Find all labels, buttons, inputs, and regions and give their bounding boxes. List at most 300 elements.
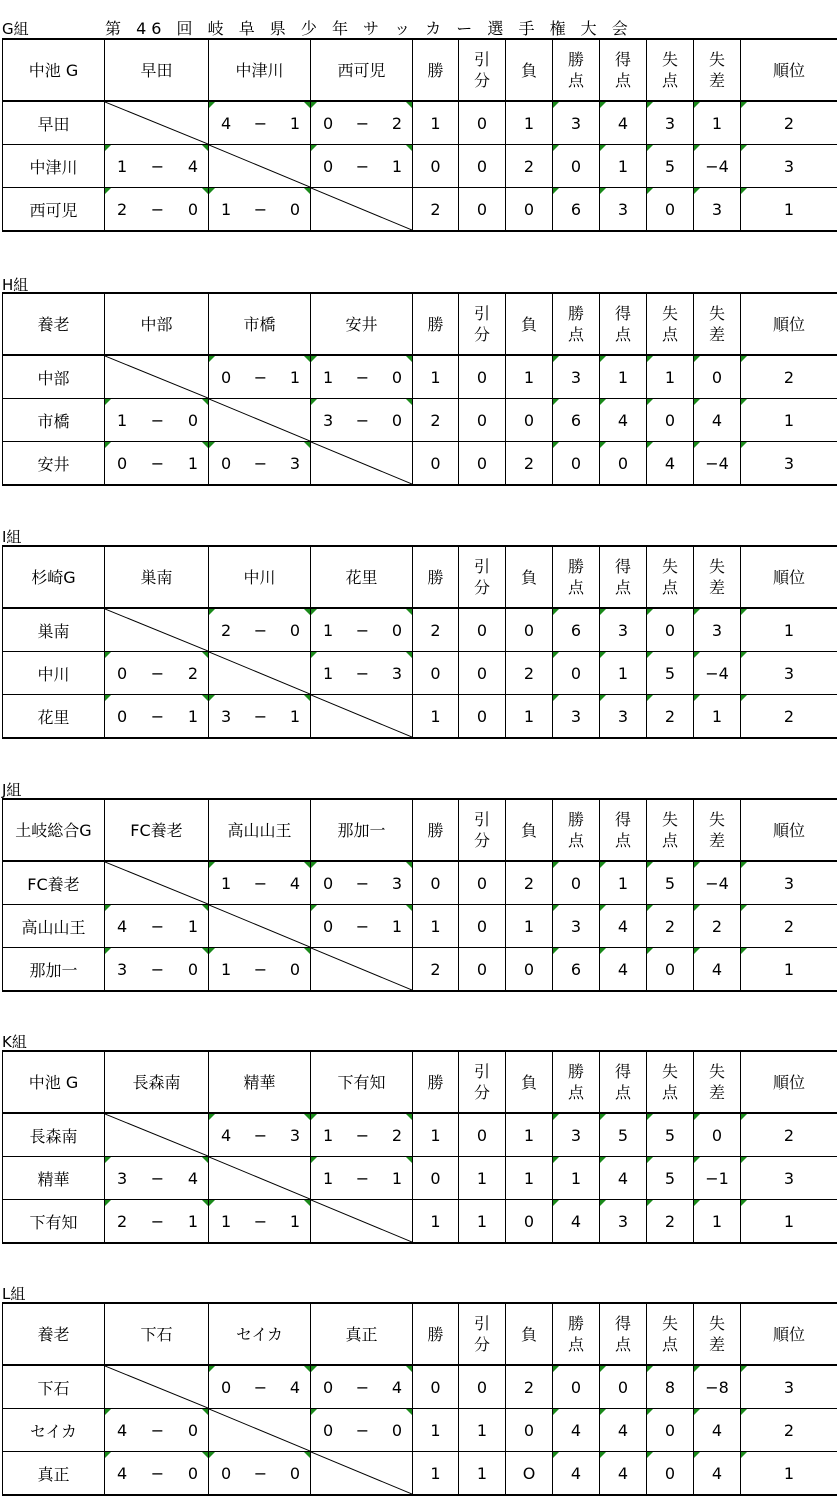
comment-marker	[553, 695, 559, 701]
comment-marker	[600, 948, 606, 954]
score-cell	[209, 861, 311, 905]
score-home: 1	[323, 620, 334, 640]
comment-marker	[209, 102, 215, 108]
header-gf-line: 点	[614, 1335, 631, 1354]
score-cell	[209, 188, 311, 232]
group-table	[2, 292, 837, 486]
score	[105, 960, 208, 979]
diagonal-stroke	[311, 695, 412, 737]
team-name: 下石	[3, 1365, 105, 1409]
table-row	[3, 188, 837, 232]
stat-loss: 2	[506, 861, 553, 905]
score-dash: −	[150, 453, 165, 473]
stat-gd: 4	[694, 399, 741, 442]
stat-points: 4	[553, 1452, 600, 1496]
comment-marker	[105, 905, 111, 911]
comment-marker	[741, 1452, 747, 1458]
score-dash: −	[253, 1377, 268, 1397]
comment-marker	[647, 609, 653, 615]
score-dash: −	[150, 199, 165, 219]
header-points-line: 勝	[567, 1062, 584, 1081]
stat-loss: 0	[506, 399, 553, 442]
diagonal-stroke	[105, 1366, 208, 1408]
header-row	[3, 1303, 837, 1365]
diagonal-stroke	[105, 1114, 208, 1156]
team-header: 真正	[311, 1303, 413, 1365]
stat-gf: 1	[600, 652, 647, 695]
comment-marker	[209, 1452, 215, 1458]
comment-marker	[406, 652, 412, 658]
comment-marker	[406, 1409, 412, 1415]
diagonal-stroke	[105, 862, 208, 904]
score	[209, 368, 310, 387]
comment-marker	[741, 862, 747, 868]
score-cell	[105, 652, 209, 695]
header-gf	[600, 546, 647, 608]
stat-rank: 3	[741, 652, 837, 695]
header-ga-line: 失	[661, 1314, 678, 1333]
stat-gf: 4	[600, 1157, 647, 1200]
header-points	[553, 39, 600, 101]
stat-points: 0	[553, 1365, 600, 1409]
comment-marker	[304, 1452, 310, 1458]
score-home: 0	[117, 706, 128, 726]
score-away: 2	[187, 663, 198, 683]
stat-rank: 2	[741, 695, 837, 739]
score-home: 4	[221, 113, 232, 133]
comment-marker	[600, 1452, 606, 1458]
header-ga-line: 点	[661, 71, 678, 90]
stat-win: 0	[413, 861, 459, 905]
comment-marker	[406, 1114, 412, 1120]
venue-cell: 養老	[3, 1303, 105, 1365]
comment-marker	[304, 1366, 310, 1372]
comment-marker	[647, 188, 653, 194]
score-away: 4	[391, 1377, 402, 1397]
comment-marker	[647, 399, 653, 405]
diagonal-stroke	[209, 145, 310, 187]
score	[209, 114, 310, 133]
score-away: 0	[289, 1463, 300, 1483]
comment-marker	[553, 188, 559, 194]
comment-marker	[406, 1157, 412, 1163]
score-home: 0	[323, 1377, 334, 1397]
header-gd	[694, 546, 741, 608]
comment-marker	[647, 1452, 653, 1458]
team-header: 下有知	[311, 1051, 413, 1113]
comment-marker	[600, 399, 606, 405]
stat-ga: 0	[647, 948, 694, 992]
score-dash: −	[150, 410, 165, 430]
stat-gd: 4	[694, 948, 741, 992]
header-points	[553, 1051, 600, 1113]
stat-draw: 0	[459, 695, 506, 739]
comment-marker	[202, 652, 208, 658]
stat-win: 0	[413, 1157, 459, 1200]
stat-gd: −4	[694, 442, 741, 486]
stat-loss: 1	[506, 1157, 553, 1200]
comment-marker	[209, 188, 215, 194]
score	[105, 411, 208, 430]
group-label: J組	[2, 781, 22, 799]
score-dash: −	[150, 1211, 165, 1231]
score-home: 1	[117, 156, 128, 176]
score	[209, 1212, 310, 1231]
stat-win: 1	[413, 905, 459, 948]
stat-points: 1	[553, 1157, 600, 1200]
score	[311, 1421, 412, 1440]
header-win: 勝	[413, 799, 459, 861]
comment-marker	[600, 1409, 606, 1415]
score-home: 1	[221, 199, 232, 219]
header-gf-line: 点	[614, 578, 631, 597]
diagonal-cell	[311, 188, 413, 232]
score-home: 3	[117, 1168, 128, 1188]
diagonal-cell	[105, 861, 209, 905]
score-away: 1	[391, 1168, 402, 1188]
team-name: 高山山王	[3, 905, 105, 948]
stat-rank: 3	[741, 861, 837, 905]
comment-marker	[647, 862, 653, 868]
header-points-line: 点	[567, 325, 584, 344]
comment-marker	[600, 652, 606, 658]
score	[311, 157, 412, 176]
diagonal-line	[105, 1366, 208, 1408]
score-away: 0	[289, 620, 300, 640]
stat-draw: 0	[459, 101, 506, 145]
diagonal-cell	[311, 1200, 413, 1244]
score-dash: −	[355, 1420, 370, 1440]
header-ga-line: 点	[661, 578, 678, 597]
score-dash: −	[253, 620, 268, 640]
score	[311, 874, 412, 893]
score-away: 1	[187, 1211, 198, 1231]
score-home: 0	[323, 1420, 334, 1440]
group-label: K組	[2, 1033, 27, 1051]
stat-draw: 0	[459, 1365, 506, 1409]
stat-rank: 3	[741, 1365, 837, 1409]
score-home: 0	[221, 453, 232, 473]
header-gd-line: 失	[708, 810, 725, 829]
score	[105, 1421, 208, 1440]
comment-marker	[741, 905, 747, 911]
score-away: 1	[187, 916, 198, 936]
comment-marker	[304, 695, 310, 701]
stat-ga: 4	[647, 442, 694, 486]
header-ga-line: 点	[661, 1083, 678, 1102]
header-gd	[694, 799, 741, 861]
score-away: 0	[187, 199, 198, 219]
table-row	[3, 355, 837, 399]
stat-rank: 2	[741, 101, 837, 145]
stat-gf: 3	[600, 695, 647, 739]
group-label: H組	[2, 276, 29, 294]
header-draw-line: 引	[473, 50, 490, 69]
comment-marker	[647, 145, 653, 151]
comment-marker	[600, 905, 606, 911]
score-dash: −	[355, 410, 370, 430]
score-cell	[105, 145, 209, 188]
score	[311, 368, 412, 387]
score-away: 4	[289, 1377, 300, 1397]
comment-marker	[647, 1157, 653, 1163]
header-gf	[600, 799, 647, 861]
diagonal-stroke	[105, 609, 208, 651]
team-name: 西可児	[3, 188, 105, 232]
comment-marker	[304, 1114, 310, 1120]
comment-marker	[647, 1366, 653, 1372]
stat-win: 1	[413, 355, 459, 399]
comment-marker	[553, 1366, 559, 1372]
table-row	[3, 608, 837, 652]
stat-gf: 1	[600, 355, 647, 399]
comment-marker	[105, 1409, 111, 1415]
team-name: 那加一	[3, 948, 105, 992]
team-name: 中津川	[3, 145, 105, 188]
comment-marker	[553, 442, 559, 448]
header-loss: 負	[506, 1303, 553, 1365]
stat-points: 4	[553, 1200, 600, 1244]
score	[209, 707, 310, 726]
group-label: L組	[2, 1285, 26, 1303]
comment-marker	[694, 905, 700, 911]
comment-marker	[202, 442, 208, 448]
comment-marker	[741, 1200, 747, 1206]
header-ga-line: 点	[661, 325, 678, 344]
comment-marker	[311, 652, 317, 658]
score	[311, 917, 412, 936]
team-header: 巣南	[105, 546, 209, 608]
venue-cell: 中池 G	[3, 39, 105, 101]
comment-marker	[553, 652, 559, 658]
stat-rank: 2	[741, 905, 837, 948]
score-dash: −	[355, 1125, 370, 1145]
header-points-line: 勝	[567, 557, 584, 576]
score	[105, 1464, 208, 1483]
stat-gd: 3	[694, 188, 741, 232]
score-away: 1	[187, 706, 198, 726]
stat-points: 4	[553, 1409, 600, 1452]
stat-loss: 0	[506, 1200, 553, 1244]
header-ga	[647, 39, 694, 101]
score	[209, 454, 310, 473]
header-ga	[647, 1303, 694, 1365]
team-header: 安井	[311, 293, 413, 355]
stat-draw: 0	[459, 905, 506, 948]
comment-marker	[105, 695, 111, 701]
header-loss: 負	[506, 39, 553, 101]
diagonal-line	[105, 102, 208, 144]
diagonal-stroke	[311, 188, 412, 230]
header-draw-line: 引	[473, 1314, 490, 1333]
comment-marker	[694, 1200, 700, 1206]
header-row	[3, 39, 837, 101]
diagonal-line	[311, 948, 412, 990]
comment-marker	[741, 1409, 747, 1415]
score-cell	[105, 399, 209, 442]
comment-marker	[209, 1200, 215, 1206]
table-row	[3, 1365, 837, 1409]
score-dash: −	[150, 916, 165, 936]
score	[311, 664, 412, 683]
comment-marker	[105, 652, 111, 658]
comment-marker	[311, 399, 317, 405]
header-ga	[647, 799, 694, 861]
header-points-line: 勝	[567, 1314, 584, 1333]
diagonal-line	[105, 1114, 208, 1156]
header-gd	[694, 39, 741, 101]
comment-marker	[311, 356, 317, 362]
score-dash: −	[253, 1211, 268, 1231]
stat-ga: 0	[647, 1452, 694, 1496]
header-gf-line: 点	[614, 831, 631, 850]
stat-loss: 2	[506, 442, 553, 486]
score-away: 1	[289, 1211, 300, 1231]
comment-marker	[600, 356, 606, 362]
table-row	[3, 101, 837, 145]
comment-marker	[105, 1452, 111, 1458]
score-dash: −	[355, 367, 370, 387]
team-name: 長森南	[3, 1113, 105, 1157]
header-win: 勝	[413, 39, 459, 101]
score-away: 1	[187, 453, 198, 473]
comment-marker	[741, 609, 747, 615]
header-gd-line: 差	[708, 71, 725, 90]
comment-marker	[406, 1366, 412, 1372]
stat-points: 6	[553, 399, 600, 442]
header-win: 勝	[413, 1051, 459, 1113]
group-table	[2, 1302, 837, 1496]
comment-marker	[741, 188, 747, 194]
score-away: 0	[391, 620, 402, 640]
score-away: 2	[391, 1125, 402, 1145]
comment-marker	[105, 188, 111, 194]
stat-win: 1	[413, 101, 459, 145]
header-gf	[600, 1051, 647, 1113]
team-header: 中川	[209, 546, 311, 608]
comment-marker	[105, 1200, 111, 1206]
score-away: 0	[187, 1463, 198, 1483]
header-gd-line: 差	[708, 578, 725, 597]
stat-gd: 4	[694, 1452, 741, 1496]
score-home: 4	[117, 1463, 128, 1483]
score-home: 1	[221, 1211, 232, 1231]
header-ga-line: 失	[661, 557, 678, 576]
stat-points: 6	[553, 188, 600, 232]
stat-loss: 0	[506, 188, 553, 232]
venue-cell: 杉崎G	[3, 546, 105, 608]
team-header: FC養老	[105, 799, 209, 861]
team-header: 市橋	[209, 293, 311, 355]
comment-marker	[741, 695, 747, 701]
score-dash: −	[150, 663, 165, 683]
stat-rank: 3	[741, 145, 837, 188]
score-cell	[311, 399, 413, 442]
diagonal-stroke	[311, 1452, 412, 1494]
comment-marker	[694, 948, 700, 954]
score-cell	[105, 695, 209, 739]
stat-win: 2	[413, 399, 459, 442]
header-gf-line: 点	[614, 71, 631, 90]
score	[311, 114, 412, 133]
score-dash: −	[150, 959, 165, 979]
score-away: 0	[187, 1420, 198, 1440]
table-row	[3, 1452, 837, 1496]
stat-loss: 0	[506, 948, 553, 992]
diagonal-cell	[105, 1365, 209, 1409]
team-name: 真正	[3, 1452, 105, 1496]
comment-marker	[553, 1114, 559, 1120]
diagonal-stroke	[311, 442, 412, 484]
comment-marker	[694, 1409, 700, 1415]
header-win: 勝	[413, 546, 459, 608]
comment-marker	[741, 948, 747, 954]
comment-marker	[202, 1452, 208, 1458]
diagonal-cell	[105, 355, 209, 399]
score-cell	[311, 355, 413, 399]
table-row	[3, 948, 837, 992]
stat-loss: 0	[506, 1409, 553, 1452]
score-home: 0	[323, 113, 334, 133]
stat-rank: 1	[741, 399, 837, 442]
score-away: 4	[187, 156, 198, 176]
header-loss: 負	[506, 799, 553, 861]
comment-marker	[600, 1366, 606, 1372]
comment-marker	[600, 609, 606, 615]
comment-marker	[406, 399, 412, 405]
comment-marker	[202, 1157, 208, 1163]
comment-marker	[304, 356, 310, 362]
score	[311, 1378, 412, 1397]
diagonal-cell	[311, 442, 413, 486]
team-header: 那加一	[311, 799, 413, 861]
score-dash: −	[355, 1168, 370, 1188]
stat-ga: 5	[647, 1113, 694, 1157]
stat-rank: 3	[741, 1157, 837, 1200]
score-away: 0	[187, 959, 198, 979]
stat-loss: 2	[506, 145, 553, 188]
comment-marker	[694, 102, 700, 108]
score-cell	[105, 1409, 209, 1452]
score	[209, 200, 310, 219]
score	[209, 621, 310, 640]
header-loss: 負	[506, 293, 553, 355]
comment-marker	[553, 609, 559, 615]
comment-marker	[311, 1409, 317, 1415]
comment-marker	[741, 442, 747, 448]
score-dash: −	[253, 706, 268, 726]
score-cell	[311, 101, 413, 145]
comment-marker	[304, 102, 310, 108]
comment-marker	[741, 356, 747, 362]
stat-gd: −4	[694, 145, 741, 188]
comment-marker	[647, 695, 653, 701]
score-away: 1	[289, 113, 300, 133]
comment-marker	[304, 948, 310, 954]
score	[105, 1169, 208, 1188]
header-loss: 負	[506, 546, 553, 608]
group-table	[2, 798, 837, 992]
score-home: 4	[117, 916, 128, 936]
score-cell	[209, 442, 311, 486]
comment-marker	[311, 1114, 317, 1120]
score-cell	[209, 1365, 311, 1409]
score-dash: −	[355, 873, 370, 893]
stat-gf: 3	[600, 188, 647, 232]
comment-marker	[600, 188, 606, 194]
comment-marker	[694, 188, 700, 194]
score-home: 4	[221, 1125, 232, 1145]
